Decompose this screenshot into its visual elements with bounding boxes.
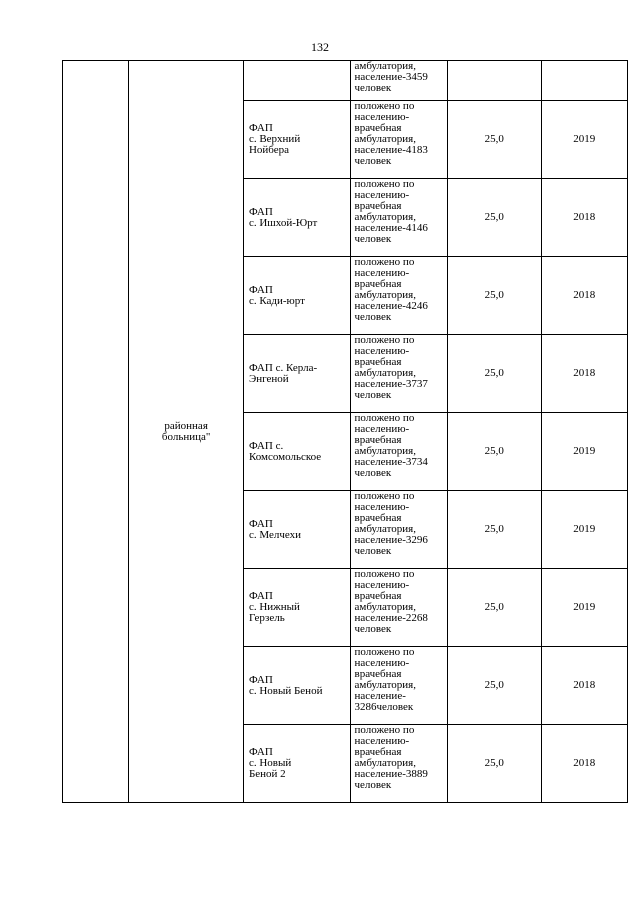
year-cell: 2018 — [541, 179, 628, 257]
facility-name-cell: ФАП с. Верхний Нойбера — [243, 101, 350, 179]
year-cell: 2019 — [541, 491, 628, 569]
facility-name-cell: ФАП с. Ишхой-Юрт — [243, 179, 350, 257]
note-cell: положено по населению- врачебная амбулатория, население- 3286человек — [350, 647, 448, 725]
value-cell: 25,0 — [448, 725, 541, 803]
year-cell: 2018 — [541, 647, 628, 725]
value-cell: 25,0 — [448, 569, 541, 647]
value-cell: 25,0 — [448, 179, 541, 257]
note-cell: положено по населению- врачебная амбулатория, население-3734 человек — [350, 413, 448, 491]
year-cell: 2018 — [541, 725, 628, 803]
table-body — [63, 61, 628, 803]
year-cell: 2019 — [541, 569, 628, 647]
year-cell: 2018 — [541, 257, 628, 335]
value-cell: 25,0 — [448, 491, 541, 569]
facility-name-cell: ФАП с. Мелчехи — [243, 491, 350, 569]
note-cell: амбулатория, население-3459 человек — [350, 61, 448, 101]
empty-cell — [541, 61, 628, 101]
facility-name-cell: ФАП с. Керла- Энгеной — [243, 335, 350, 413]
note-cell: положено по населению- врачебная амбулатория, население-3737 человек — [350, 335, 448, 413]
year-cell: 2019 — [541, 413, 628, 491]
note-cell: положено по населению- врачебная амбулатория, население-3296 человек — [350, 491, 448, 569]
empty-cell — [243, 61, 350, 101]
facility-name-cell: ФАП с. Новый Беной — [243, 647, 350, 725]
note-cell: положено по населению- врачебная амбулатория, население-3889 человек — [350, 725, 448, 803]
year-cell: 2019 — [541, 101, 628, 179]
hospital-name-cell: районная больница" — [129, 61, 244, 803]
note-cell: положено по населению- врачебная амбулатория, население-2268 человек — [350, 569, 448, 647]
value-cell: 25,0 — [448, 257, 541, 335]
year-cell: 2018 — [541, 335, 628, 413]
value-cell: 25,0 — [448, 101, 541, 179]
value-cell: 25,0 — [448, 647, 541, 725]
facility-name-cell: ФАП с. Кади-юрт — [243, 257, 350, 335]
empty-cell — [448, 61, 541, 101]
facilities-table — [62, 60, 628, 803]
value-cell: 25,0 — [448, 335, 541, 413]
table-row — [63, 61, 628, 101]
note-cell: положено по населению- врачебная амбулатория, население-4246 человек — [350, 257, 448, 335]
empty-cell — [63, 61, 129, 803]
page-number: 132 — [311, 40, 329, 54]
facility-name-cell: ФАП с. Новый Беной 2 — [243, 725, 350, 803]
note-cell: положено по населению- врачебная амбулатория, население-4183 человек — [350, 101, 448, 179]
facility-name-cell: ФАП с. Нижный Герзель — [243, 569, 350, 647]
note-cell: положено по населению- врачебная амбулатория, население-4146 человек — [350, 179, 448, 257]
value-cell: 25,0 — [448, 413, 541, 491]
facility-name-cell: ФАП с. Комсомольское — [243, 413, 350, 491]
